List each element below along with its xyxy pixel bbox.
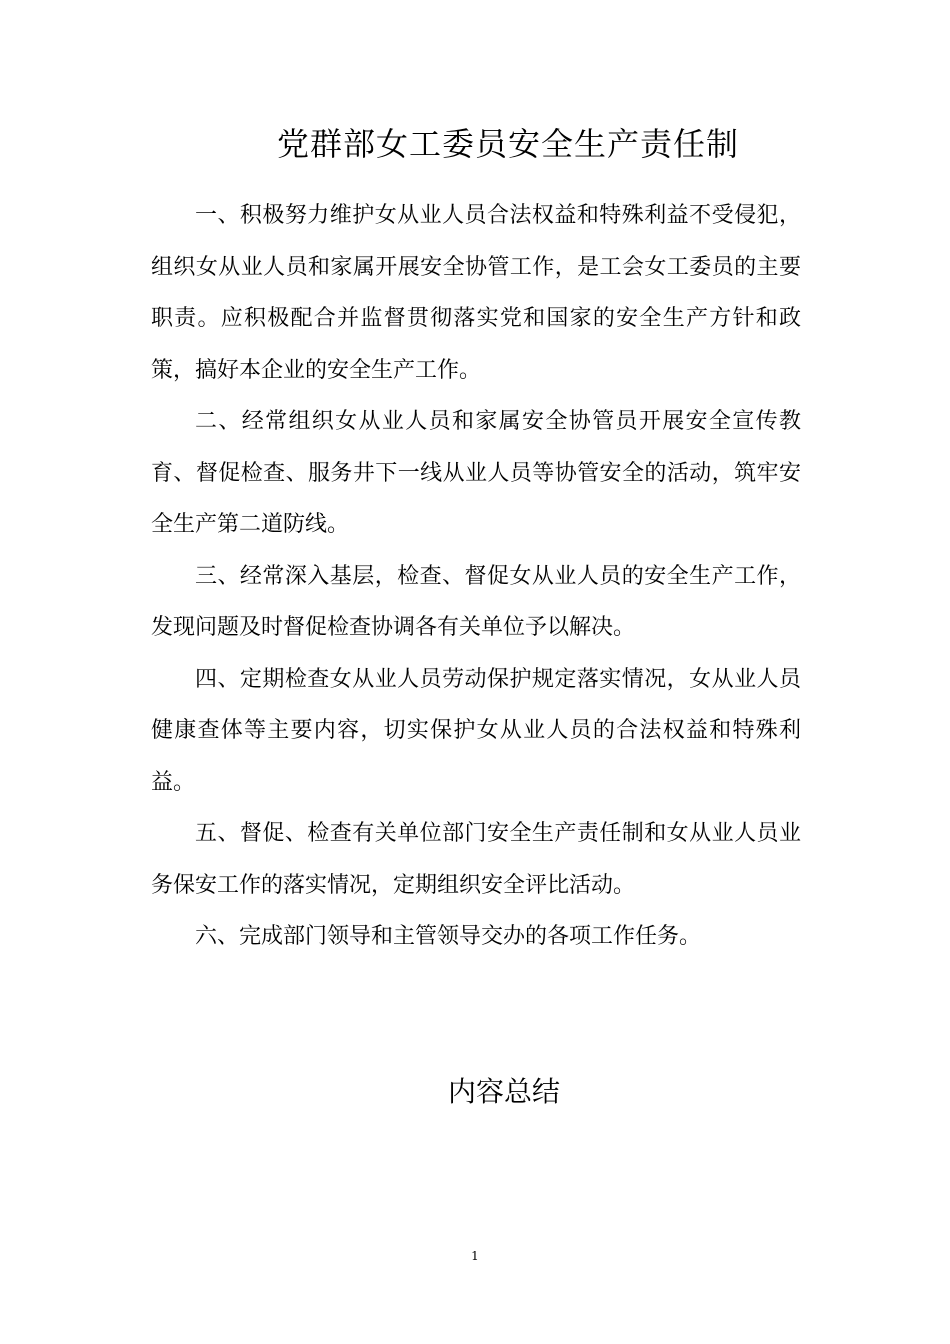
paragraph-3: 三、经常深入基层，检查、督促女从业人员的安全生产工作，发现问题及时督促检查协调各有关单位予以解决。 xyxy=(151,563,801,640)
page-number: 1 xyxy=(471,1249,479,1263)
document-title: 党群部女工委员安全生产责任制 xyxy=(276,125,739,163)
paragraph-6: 六、完成部门领导和主管领导交办的各项工作任务。 xyxy=(195,924,702,949)
paragraph-1: 一、积极努力维护女从业人员合法权益和特殊利益不受侵犯，组织女从业人员和家属开展安全协管工作，是工会女工委员的主要职责。应积极配合并监督贯彻落实党和国家的安全生产方针和政策，搞好本企业的安全生产工作。 xyxy=(151,203,801,383)
summary-heading: 内容总结 xyxy=(447,1075,560,1108)
paragraph-5: 五、督促、检查有关单位部门安全生产责任制和女从业人员业务保安工作的落实情况，定期组织安全评比活动。 xyxy=(151,821,801,898)
paragraph-2: 二、经常组织女从业人员和家属安全协管员开展安全宣传教育、督促检查、服务井下一线从业人员等协管安全的活动，筑牢安全生产第二道防线。 xyxy=(151,409,801,537)
paragraph-4: 四、定期检查女从业人员劳动保护规定落实情况，女从业人员健康查体等主要内容，切实保护女从业人员的合法权益和特殊利益。 xyxy=(151,666,801,795)
document-body xyxy=(151,190,801,963)
